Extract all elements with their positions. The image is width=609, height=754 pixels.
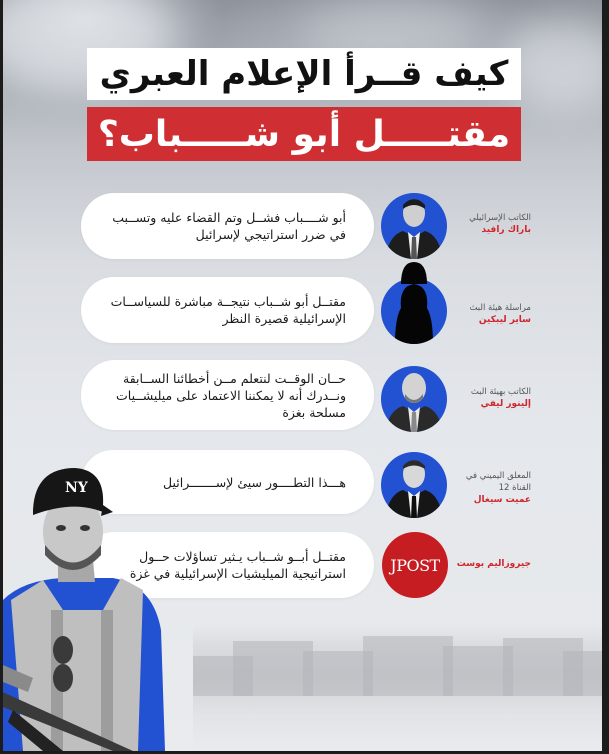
infographic-canvas <box>3 0 602 751</box>
author-role: المعلق اليميني في القناة 12 <box>465 471 531 493</box>
author-caption <box>451 386 531 410</box>
ruined-buildings-background <box>193 625 602 751</box>
man-portrait-icon <box>381 193 447 259</box>
fighter-portrait <box>3 460 193 751</box>
author-name: عميت سيغال <box>473 495 531 505</box>
quote-row <box>3 360 602 440</box>
quote-bubble <box>81 360 374 430</box>
jpost-logo <box>382 532 448 598</box>
subtitle-banner <box>87 107 521 161</box>
armed-man-photo-icon <box>3 460 193 751</box>
quote-row <box>3 272 602 352</box>
author-caption <box>451 470 531 506</box>
quote-bubble <box>81 193 374 259</box>
avatar-elinor-levy <box>381 366 447 432</box>
avatar-amit-segal <box>381 452 447 518</box>
author-name: باراك رافيد <box>481 225 531 235</box>
author-name: جيروزاليم بوست <box>456 559 531 569</box>
title-banner <box>87 48 521 100</box>
silhouette-icon <box>381 278 447 344</box>
author-role: مراسلة هيئة البث <box>469 303 531 313</box>
author-name: ساير ليبكين <box>478 315 531 325</box>
quote-text: مقتــل أبو شــباب نتيجــة مباشرة للسياســات الإسرائيلية قصيرة النظر <box>110 294 346 326</box>
quote-text: هـــذا التطــــور سيئ لإســـــــرائيل <box>163 474 346 490</box>
quote-bubble <box>81 277 374 343</box>
author-role: الكاتب بهيئة البث <box>470 387 531 397</box>
quote-text: أبو شــــباب فشــل وتم القضاء عليه وتســبب في ضرر استراتيجي لإسرائيل <box>112 210 346 242</box>
quote-text: مقتــل أبــو شــباب يـثير تساؤلات حــول استراتيجية الميليشيات الإسرائيلية في غزة <box>129 549 346 581</box>
man-portrait-icon <box>381 452 447 518</box>
avatar-sayer-libkin <box>381 278 447 344</box>
silhouette-hair-icon <box>381 260 447 284</box>
svg-text:NY: NY <box>65 480 88 496</box>
author-role: الكاتب الإسرائيلي <box>469 213 531 223</box>
page-title: كيف قــرأ الإعلام العبري <box>99 54 509 94</box>
author-caption <box>451 558 531 570</box>
author-caption <box>451 302 531 326</box>
jpost-logo-text: JPOST <box>390 555 440 575</box>
quote-row <box>3 190 602 270</box>
author-name: إلينور ليفي <box>480 399 531 409</box>
avatar-barak-ravid <box>381 193 447 259</box>
author-caption <box>451 212 531 236</box>
page-subtitle: مقتـــــل أبو شـــــباب؟ <box>97 113 511 155</box>
quote-text: حــان الوقــت لنتعلم مــن أخطائنا الســابقة ونــدرك أنه لا يمكننا الاعتماد على ميليشــيات مسلحة بغزة <box>116 370 346 420</box>
bald-man-portrait-icon <box>381 366 447 432</box>
